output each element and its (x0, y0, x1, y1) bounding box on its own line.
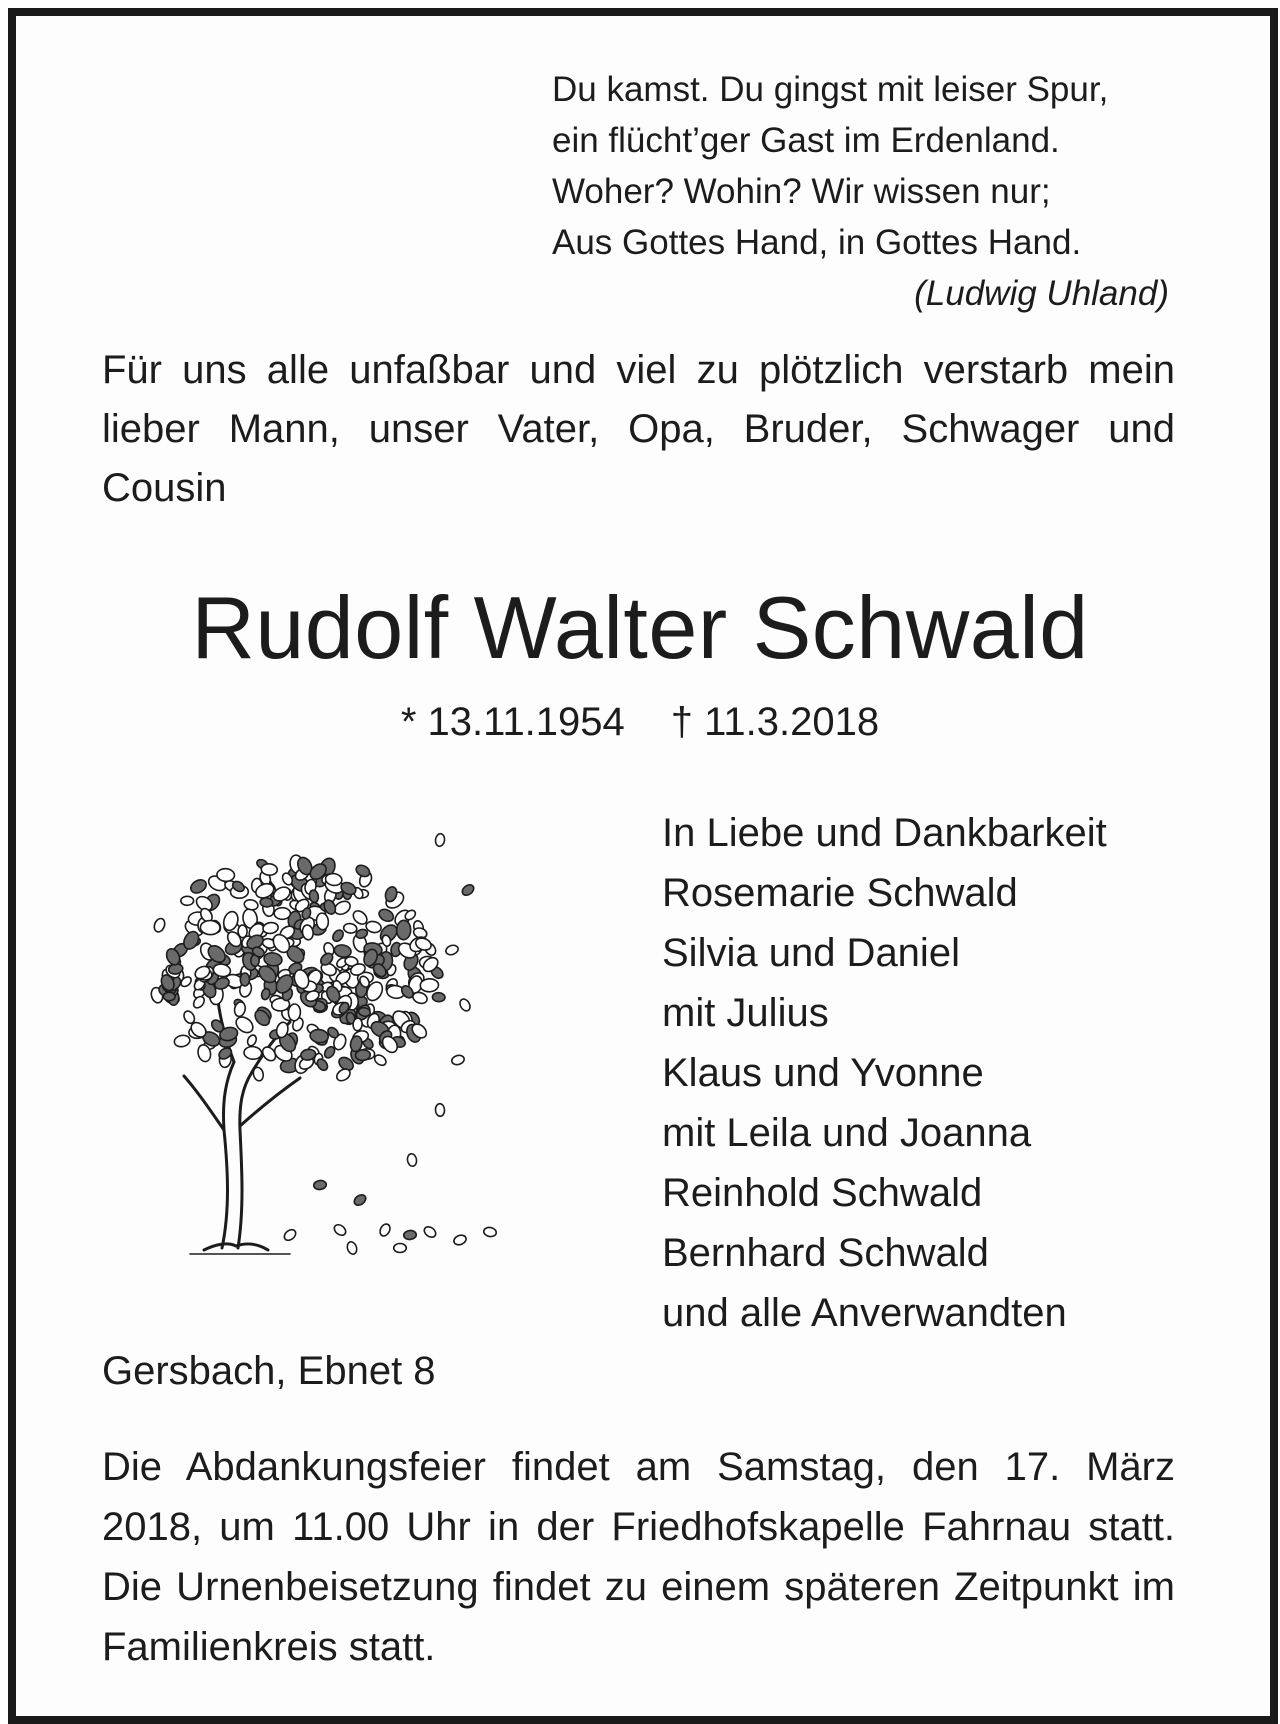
poem-line: ein flücht’ger Gast im Erdenland. (552, 121, 1060, 160)
mourner-line: Reinhold Schwald (662, 1171, 983, 1215)
mourners-list (662, 803, 1107, 1343)
deceased-name: Rudolf Walter Schwald (191, 578, 1089, 677)
mourner-line: Silvia und Daniel (662, 931, 960, 975)
poem-line: Aus Gottes Hand, in Gottes Hand. (552, 223, 1082, 262)
intro-text: Für uns alle unfaßbar und viel zu plötzlich verstarb mein lieber Mann, unser Vater, Opa, Bruder, Schwager und Cousin (102, 348, 1175, 510)
mourner-line: In Liebe und Dankbarkeit (662, 811, 1107, 855)
poem-author: (Ludwig Uhland) (914, 274, 1169, 313)
tree-with-falling-leaves-icon (140, 830, 510, 1270)
birth-date: * 13.11.1954 (400, 700, 625, 744)
poem-block (552, 64, 1172, 319)
mourner-line: mit Leila und Joanna (662, 1111, 1032, 1155)
death-date: † 11.3.2018 (670, 700, 880, 744)
ceremony-text: Die Abdankungsfeier findet am Samstag, den 17. März 2018, um 11.00 Uhr in der Friedhofskapelle Fahrnau statt. Die Urnenbeisetzung findet zu einem späteren Zeitpunkt im Familienkreis statt. (102, 1445, 1175, 1669)
mourner-line: mit Julius (662, 991, 829, 1035)
life-dates (0, 697, 1280, 747)
mourner-line: Rosemarie Schwald (662, 871, 1018, 915)
poem-line: Du kamst. Du gingst mit leiser Spur, (552, 70, 1109, 109)
mourner-line: und alle Anverwandten (662, 1291, 1067, 1335)
address: Gersbach, Ebnet 8 (102, 1349, 436, 1393)
mourner-line: Klaus und Yvonne (662, 1051, 984, 1095)
mourner-line: Bernhard Schwald (662, 1231, 989, 1275)
poem-line: Woher? Wohin? Wir wissen nur; (552, 172, 1051, 211)
